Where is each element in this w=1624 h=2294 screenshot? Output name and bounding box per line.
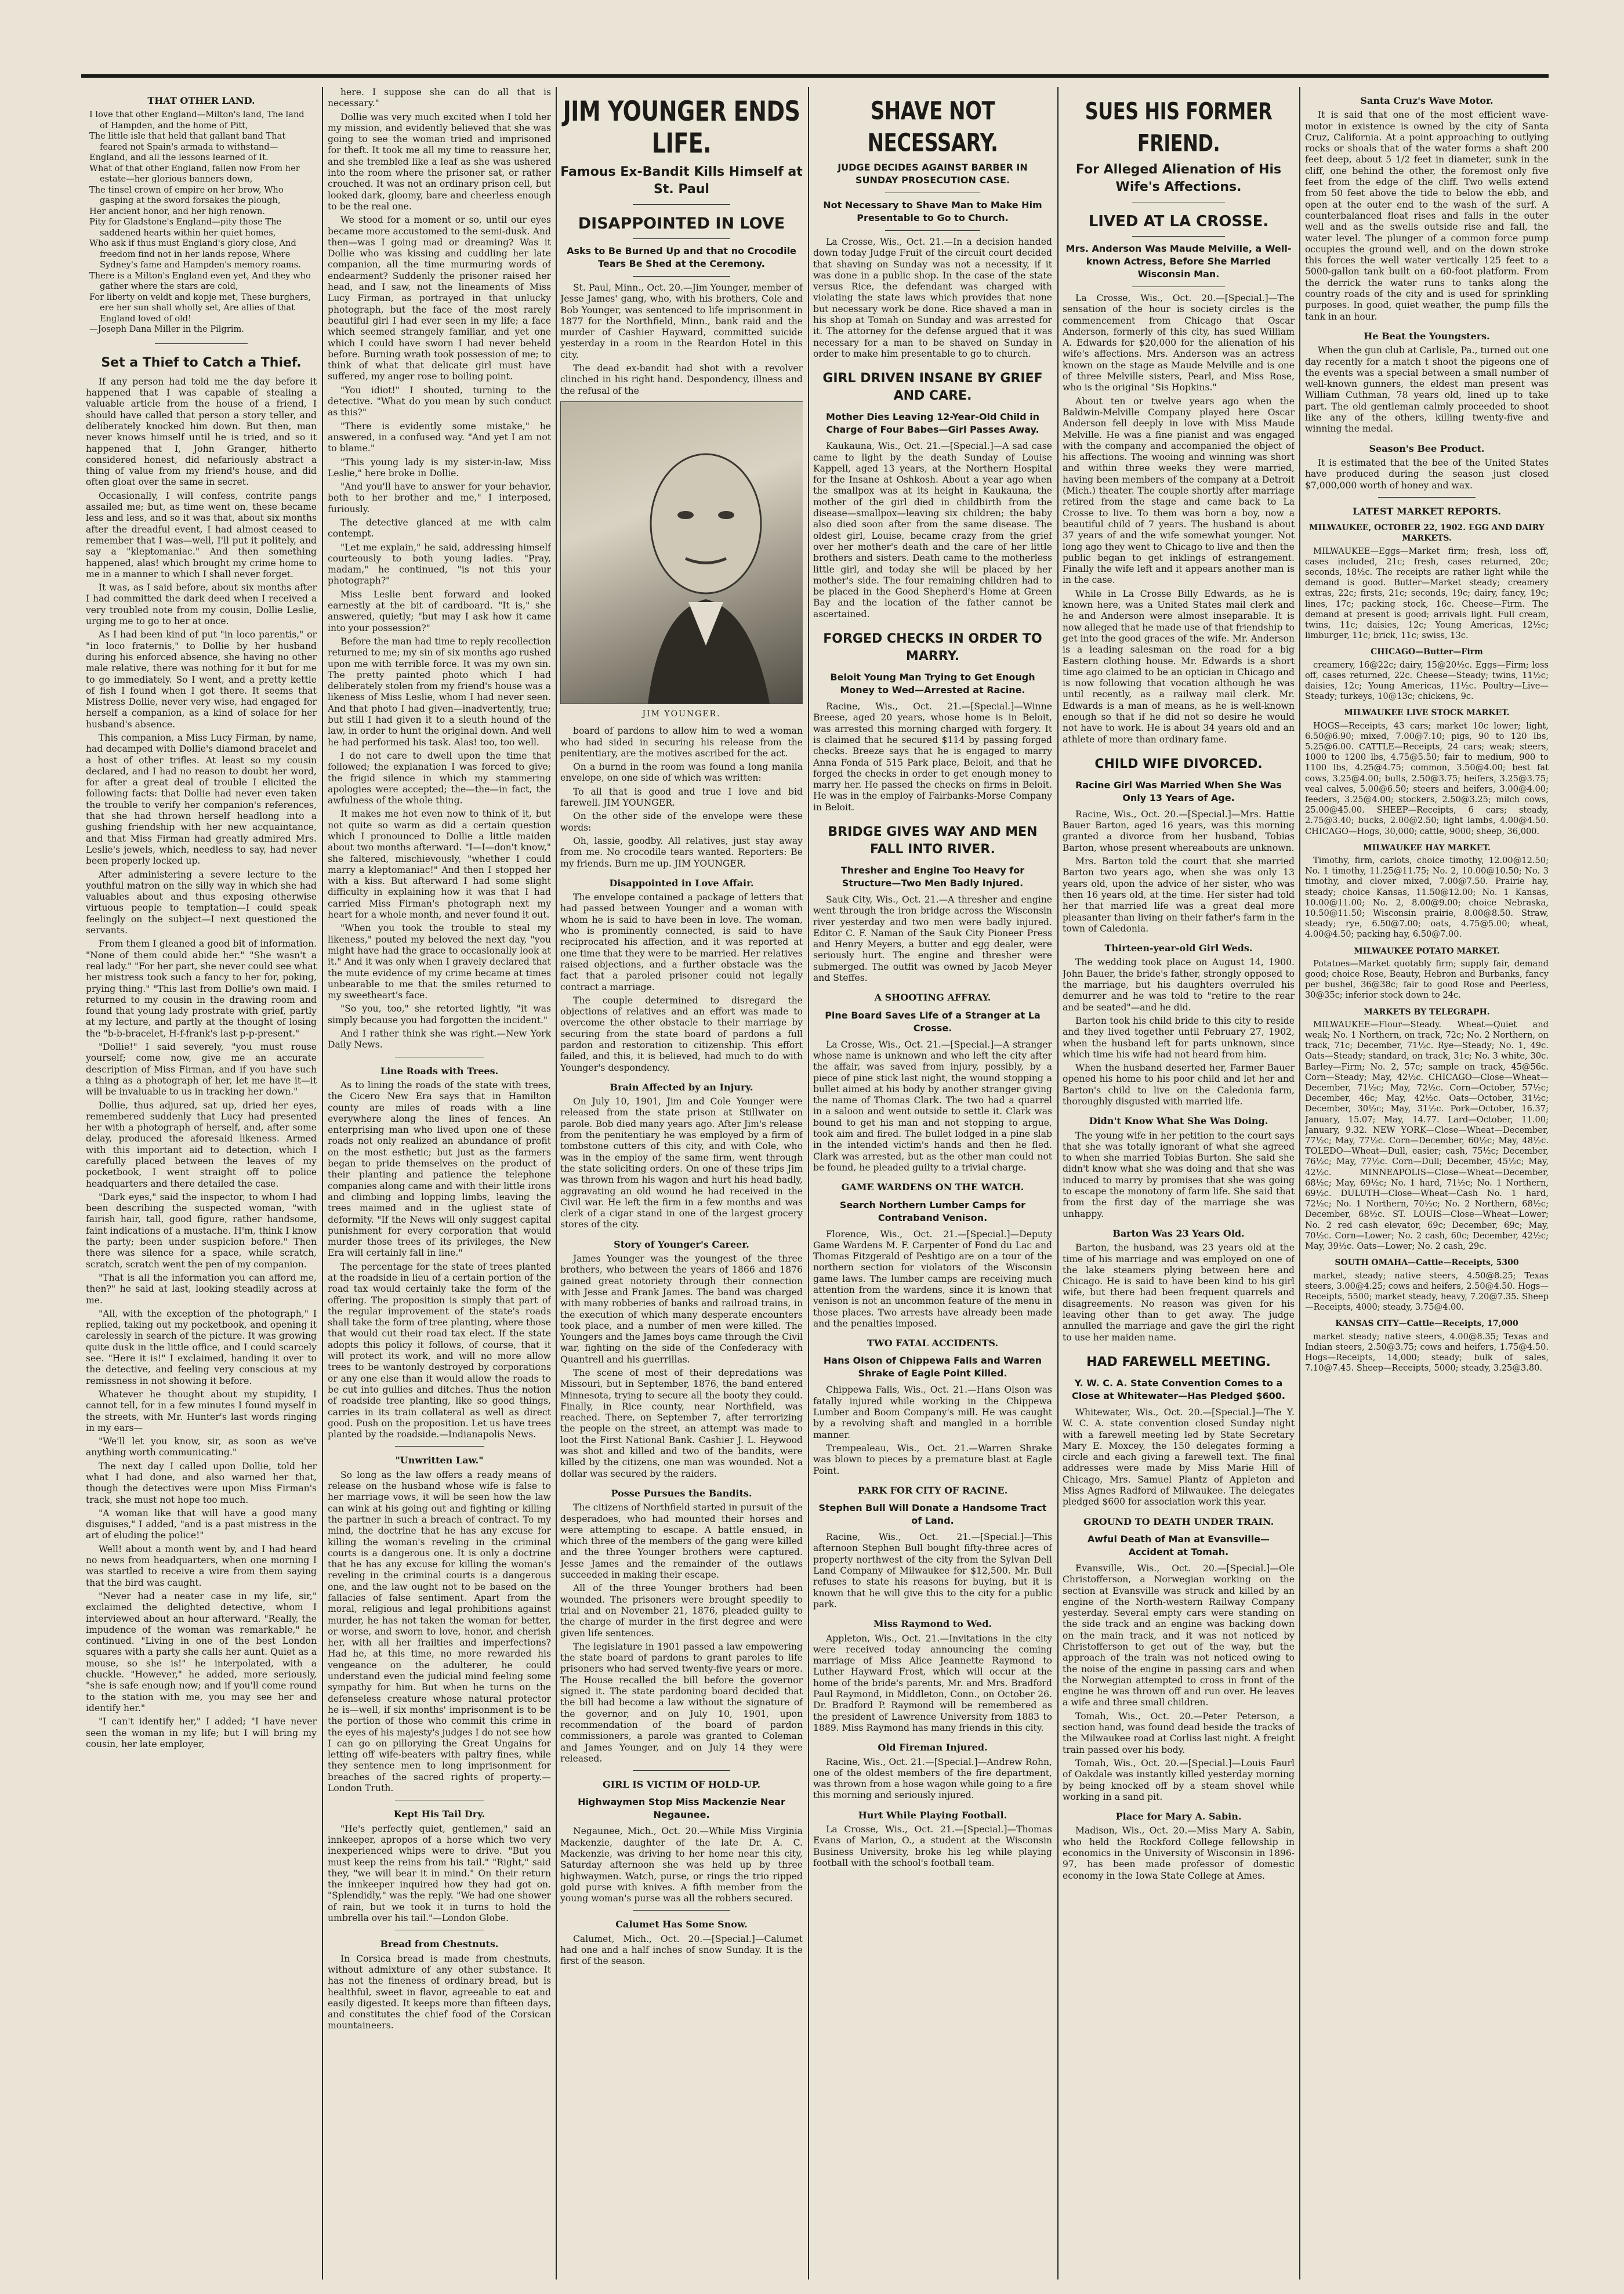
paragraph: Mrs. Barton told the court that she married Barton two years ago, when she was only 13 years old, upon the advice of her sister, who was then 16 years old, at the time. Her sister had told her that married life was a great deal more pleasanter than living on their father's farm in the town of Caledonia.: [1063, 856, 1295, 934]
paragraph: We stood for a moment or so, until our eyes became more accustomed to the semi-dusk. And then—was I going mad or dreaming? Was it Dollie who was kissing and cuddling her late companion, all the time murmuring words of endearment? Suddenly the prisoner raised her head, and I saw, not the lineaments of Miss Lucy Firman, as portrayed in that unlucky photograph, but the face of the most rarely beautiful girl I had ever seen in my life; a face which seemed strangely familiar, and yet one which I could have sworn I had never beheld before. Burning wrath took possession of me; to think of what that delicate girl must have suffered, my anger rose to boiling point.: [328, 215, 551, 382]
separator: [633, 1910, 730, 1911]
sabin-body: [1063, 1825, 1295, 1881]
paragraph: "I can't identify her," I added; "I have never seen the woman in my life; but I will bring my cousin, her late employer,: [86, 1716, 317, 1749]
paragraph: James Younger was the youngest of the three brothers, who between the years of 1866 and 1876 gained great notoriety through their connection with Jesse and Frank James. The band was charged with many robberies of banks and railroad trains, in the execution of which many desperate encounters took place, and a number of men were killed. The Youngers and the James boys came through the Civil war, fighting on the side of the Confederacy with Quantrell and his guerrillas.: [560, 1253, 803, 1365]
paragraph: La Crosse, Wis., Oct. 20.—[Special.]—The sensation of the hour is society circles is the commencement from Chicago that Oscar Anderson, formerly of this city, has sued William A. Edwards for $20,000 for the alienation of his wife's affections. Mrs. Anderson was an actress known on the stage as Maude Melville and is one of three Melville sisters, Pearl, and Miss Rose, who is the original "Sis Hopkins.": [1063, 293, 1295, 393]
paragraph: The scene of most of their depredations was Missouri, but in September, 1876, the band entered Minnesota, trying to secure all the booty they could. Finally, in Rice county, near Northfield, was reached. There, on September 7, after terrorizing the people on the street, an attempt was made to loot the First National Bank. Cashier J. L. Heywood was shot and killed and two of the bandits, were killed by the citizens, one man was wounded. Not a dollar was secured by the raiders.: [560, 1368, 803, 1479]
park-body: [813, 1532, 1052, 1610]
paragraph: The couple determined to disregard the objections of relatives and an effort was made to overcome the other obstacle to their marriage by securing from the state board of pardons a full pardon and restoration to citizenship. This effort failed, and this, it is believed, had much to do with Younger's despondency.: [560, 995, 803, 1073]
paragraph: It makes me hot even now to think of it, but not quite so warm as did a certain question which I pronounced to Dollie a little maiden about two months afterward. "I—I—don't know," she faltered, mischievously, "whether I could marry a kleptomaniac!" And then I stopped her with a kiss. But afterward I had some slight difficulty in explaining how it was that I had carried Miss Firman's photograph next my heart for a whole month, and never found it out.: [328, 809, 551, 921]
bridge-deck: Thresher and Engine Too Heavy for Structure—Two Men Badly Injured.: [840, 864, 1025, 889]
market-section-text: market steady; native steers, 4.00@8.35; Texas and Indian steers, 2.50@3.75; cows and heifers, 1.75@4.50. Hogs—Receipts, 14,000; steady; bulk of sales, 7.10@7.45. Sheep—Receipts, 5000; steady, 3.25@3.80.: [1305, 1331, 1549, 1373]
insane-body: [813, 441, 1052, 620]
paragraph: Barton, the husband, was 23 years old at the time of his marriage and was employed on one of the lake steamers plying between here and Chicago. He is said to have been kind to his girl wife, but there had been frequent quarrels and disagreements. No reason was given for his leaving other than to get away. The judge annulled the marriage and gave the girl the right to use her maiden name.: [1063, 1242, 1295, 1343]
doing-body: [1063, 1130, 1295, 1220]
paragraph: And I rather think she was right.—New York Daily News.: [328, 1028, 551, 1050]
paragraph: "All, with the exception of the photograph," I replied, taking out my pocketbook, and opening it carelessly in search of the picture. It was growing quite dusk in the little office, and I could scarcely see. "Here it is!" I exclaimed, handing it over to the detective, and feeling very conscious at my remissness in not showing it before.: [86, 1308, 317, 1386]
beat-body: [1305, 345, 1549, 434]
paragraph: "This young lady is my sister-in-law, Miss Leslie," here broke in Dollie.: [328, 456, 551, 479]
snow-body: [560, 1934, 803, 1967]
paragraph: Chippewa Falls, Wis., Oct. 21.—Hans Olson was fatally injured while working in the Chippewa Lumber and Boom Company's mill. He was caught by a revolving shaft and mangled in a horrible manner.: [813, 1385, 1052, 1440]
paragraph: Whatever he thought about my stupidity, I cannot tell, for in a few minutes I found myself in the streets, with Mr. Hunter's last words ringing in my ears—: [86, 1389, 317, 1433]
trees-title: Line Roads with Trees.: [380, 1065, 499, 1077]
fireman-body: [813, 1757, 1052, 1802]
paragraph: Racine, Wis., Oct. 21.—[Special.]—Andrew Rohn, one of the oldest members of the fire department, was thrown from a hose wagon while going to a fire this morning and seriously injured.: [813, 1756, 1052, 1801]
deck-1: For Alleged Alienation of His Wife's Affections.: [1075, 162, 1282, 194]
market-section-text: market, steady; native steers, 4.50@8.25; Texas steers, 3.00@4.25; cows and heifers, 2.50@4.50. Hogs—Receipts, 5500; market steady, heavy, 7.20@7.35. Sheep—Receipts, 4000; steady, 3.75@4.00.: [1305, 1270, 1549, 1313]
paragraph: "When you took the trouble to steal my likeness," pouted my beloved the next day, "you might have had the grace to occasionally look at it." And it was only when I gravely declared that the mute evidence of my crime became at times unbearable to me that the smiles returned to my sweetheart's face.: [328, 923, 551, 1001]
separator: [1378, 497, 1476, 498]
chestnut-body: [328, 1954, 551, 2032]
headline: SHAVE NOT NECESSARY.: [867, 96, 998, 158]
article-body: [560, 726, 803, 869]
headline: SUES HIS FORMER FRIEND.: [1085, 97, 1273, 157]
bee-body: [1305, 458, 1549, 491]
fireman-title: Old Fireman Injured.: [878, 1742, 988, 1753]
paragraph: On a burnd in the room was found a long manila envelope, on one side of which was written:: [560, 762, 803, 784]
wed-title: Thirteen-year-old Girl Weds.: [1104, 943, 1253, 954]
wed-body: [1063, 957, 1295, 1107]
paragraph: The wedding took place on August 14, 1900. John Bauer, the bride's father, strongly opposed to the marriage, but his daughters overruled his demurrer and he was told to "retire to the rear and be seated"—and he did.: [1063, 957, 1295, 1013]
doing-title: Didn't Know What She Was Doing.: [1089, 1115, 1268, 1127]
law-body: [328, 1470, 551, 1795]
snow-title: Calumet Has Some Snow.: [615, 1919, 748, 1930]
poem-line: There is a Milton's England even yet, And they who gather where the stars are cold,: [89, 270, 311, 292]
raymond-title: Miss Raymond to Wed.: [873, 1618, 992, 1630]
paragraph: When the husband deserted her, Farmer Bauer opened his home to his poor child and let her and Barton's child to live on the Caledonia farm, thoroughly disgusted with married life.: [1063, 1063, 1295, 1107]
market-section-title: MILWAUKEE HAY MARKET.: [1363, 843, 1491, 853]
paragraph: It was, as I said before, about six months after I had committed the dark deed when I received a very troubled note from my cousin, Dollie Leslie, urging me to go to her at once.: [86, 582, 317, 627]
wardens-deck: Search Northern Lumber Camps for Contraband Venison.: [839, 1199, 1026, 1223]
paragraph: About ten or twelve years ago when the Baldwin-Melville Company played here Oscar Anderson fell deeply in love with Miss Maude Melville. He was a fine pianist and was engaged with the company and accompanied the object of his affections. The wooing and winning was short and within three weeks they were married, having been members of the company at a Detroit (Mich.) theater. The couple shortly after marriage retired from the stage and came back to La Crosse to live. To them was born a boy, now a beautiful child of 7 years. The husband is about 37 years of and the wife somewhat younger. Not long ago they went to Chicago to live and then the public began to get inklings of estrangement. Finally the wife left and it appears another man is in the case.: [1063, 396, 1295, 586]
market-section-title: MARKETS BY TELEGRAPH.: [1364, 1007, 1490, 1017]
paragraph: "A woman like that will have a good many disguises," I added, "and is a past mistress in the art of eluding the police!": [86, 1507, 317, 1541]
paragraph: Negaunee, Mich., Oct. 20.—While Miss Virginia Mackenzie, daughter of the late Dr. A. C. Mackenzie, was driving to her home near this city, Saturday afternoon she was held up by three highwaymen. Watch, purse, or rings the trio ripped gold purse with knives. A fifth member from the young woman's purse was all the robbers secured.: [560, 1826, 803, 1904]
photo-caption: JIM YOUNGER.: [642, 709, 721, 719]
paragraph: The envelope contained a package of letters that had passed between Younger and a woman with whom he is said to have been in love. The woman, who is prominently connected, is said to have reciprocated his affection, and it was reported at one time that they were to be married. Her relatives raised objections, and a further obstacle was the fact that a paroled prisoner could not legally contract a marriage.: [560, 892, 803, 992]
career-title: Story of Younger's Career.: [614, 1238, 749, 1250]
paragraph: "That is all the information you can afford me, then?" he said at last, looking steadily across at me.: [86, 1272, 317, 1306]
paragraph: If any person had told me the day before it happened that I was capable of stealing a valuable article from the house of a friend, I should have called that person a story teller, and deliberately knocked him down. But then, man never knows himself until he is tried, and so it happened that I, John Granger, hitherto considered honest, did nefariously abstract a thing of value from my friend's house, and did often gloat over the same in secret.: [86, 376, 317, 488]
column-rule: [556, 87, 557, 2279]
market-section-title: CHICAGO—Butter—Firm: [1371, 647, 1483, 657]
paragraph: "Never had a neater case in my life, sir," exclaimed the delighted detective, whom I interviewed about an hour afterward. "Really, the impudence of the woman was remarkable," he continued. "Living in one of the best London squares with a party she calls her aunt. Quiet as a mouse, so she is!" he interpolated, with a chuckle. "However," he added, more seriously, "she is safe enough now; and if you'll come round to the station with me, you may see her and identify her.": [86, 1590, 317, 1713]
barton-title: Barton Was 23 Years Old.: [1112, 1227, 1245, 1239]
column-3: [560, 87, 803, 2279]
holdup-deck: Highwaymen Stop Miss Mackenzie Near Negaunee.: [578, 1796, 785, 1821]
portrait-photo: [560, 401, 803, 704]
paragraph: "And you'll have to answer for your behavior, both to her brother and me," I interposed, furiously.: [328, 481, 551, 514]
paragraph: To all that is good and true I love and bid farewell. JIM YOUNGER.: [560, 786, 803, 809]
holdup-title: GIRL IS VICTIM OF HOLD-UP.: [602, 1779, 761, 1791]
posse-title: Posse Pursues the Bandits.: [611, 1487, 752, 1499]
deck-1: Famous Ex-Bandit Kills Himself at St. Paul: [560, 165, 803, 197]
paragraph: La Crosse, Wis., Oct. 21.—In a decision handed down today Judge Fruit of the circuit court decided that shaving on Sunday was not a necessity, if it was done in a public shop. In the case of the state versus Rice, the defendant was charged with violating the state laws which provides that none but necessary work be done. Rice shaved a man in his shop at Tomah on Sunday and was arrested for it. The attorney for the defense argued that it was necessary for a man to be shaved on Sunday in order to make him presentable to go to church.: [813, 237, 1052, 359]
paragraph: The percentage for the state of trees planted at the roadside in lieu of a certain portion of the road tax would certainly take the form of the offering. The proposition is simply that part of the regular improvement of the state's roads shall take the form of tree planting, where those that would cut their road tax elect. If the state adopts this policy it follows, of course, that it will protect its work, and will no more allow trees to be wantonly destroyed by corporations or any one else than it would allow the roads to be cut into gullies and ditches. Thus the notion of roadside tree planting, like so good things, carries in its train collateral as well as direct good. Push on the proposition. Let us have trees planted by the roadside.—Indianapolis News.: [328, 1261, 551, 1440]
accidents-deck: Hans Olson of Chippewa Falls and Warren Shrake of Eagle Point Killed.: [823, 1355, 1042, 1379]
paragraph: Oh, lassie, goodby. All relatives, just stay away from me. No crocodile tears wanted. Reporters: Be my friends. Burn me up. JIM YOUNGER.: [560, 835, 803, 869]
column-2: [328, 87, 551, 2279]
insane-deck: Mother Dies Leaving 12-Year-Old Child in Charge of Four Babes—Girl Passes Away.: [825, 411, 1040, 436]
paragraph: Racine, Wis., Oct. 20.—[Special.]—Mrs. Hattie Bauer Barton, aged 16 years, was this morning granted a divorce from her husband, Tobias Barton, whose present whereabouts are unknown.: [1063, 809, 1295, 853]
separator: [633, 1770, 730, 1771]
paragraph: So long as the law offers a ready means of release on the husband whose wife is false to her marriage vows, it will be seen how the law can wink at his going out and fighting or killing the partner in such a breach of contract. To my mind, the doctrine that he has any excuse for killing the woman's reveling in the criminal courts is a dangerous one. It is only a doctrine that he has any excuse for killing the woman's reveling in the criminal courts is a dangerous one, and the law ought not to be based on the fallacies of false sentiment. Apart from the moral, religious and legal prohibitions against murder, he has not taken the woman for better, or worse, and sworn to love, honor, and cherish her, with all her frailties and imperfections? Had he, at this time, no more rewarded his vengeance on the adulterer, he could understand even the judicial mind feeling some sympathy for him. But when he turns on the defenseless creature whose natural protector he is—well, if six months' imprisonment is to be the portion of those who commit this crime in the eyes of his majesty's judges I do not see how I can go on pillorying the Great Ungains for letting off wife-beaters with paltry fines, while they sentence men to long imprisonment for breaches of the sacred rights of property.—London Truth.: [328, 1469, 551, 1794]
love-body: [560, 892, 803, 1074]
poem-body: [89, 110, 313, 335]
meeting-title: HAD FAREWELL MEETING.: [1086, 1354, 1271, 1369]
paragraph: Well! about a month went by, and I had heard no news from headquarters, when one morning I was startled to receive a wire from them saying that the bird was caught.: [86, 1543, 317, 1588]
poem-line: Her ancient honor, and her high renown.: [89, 206, 265, 216]
paragraph: "Let me explain," he said, addressing himself courteously to both young ladies. "Pray, madam," he continued, "is not this your photograph?": [328, 542, 551, 586]
separator: [155, 343, 247, 344]
paragraph: When the gun club at Carlisle, Pa., turned out one day recently for a match t shoot the pigeons one of the events was a special between a small number of well-known gunners, the eldest man present was William Cuthman, 78 years old, lined up to take part. The old gentleman calmly proceeded to shoot like any of the others, killing twenty-five and winning the medal.: [1305, 345, 1549, 434]
poem-line: The tinsel crown of empire on her brow, Who gasping at the sword forsakes the plough,: [89, 184, 284, 206]
football-title: Hurt While Playing Football.: [858, 1809, 1007, 1821]
divorced-title: CHILD WIFE DIVORCED.: [1094, 756, 1263, 771]
paragraph: "You idiot!" I shouted, turning to the detective. "What do you mean by such conduct as this?": [328, 385, 551, 418]
paragraph: La Crosse, Wis., Oct. 21.—[Special.]—Thomas Evans of Marion, O., a student at the Wisconsin Business University, broke his leg while playing football with the school's football team.: [813, 1824, 1052, 1868]
market-section-title: SOUTH OMAHA—Cattle—Receipts, 5300: [1335, 1258, 1519, 1268]
law-title: "Unwritten Law.": [395, 1455, 484, 1466]
paragraph: Racine, Wis., Oct. 21.—[Special.]—This afternoon Stephen Bull bought fifty-three acres of property northwest of the city from the Sylvan Dell Land Company of Milwaukee for $12,500. Mr. Bull refuses to state his reasons for buying, but it is known that he will give this to the city for a public park.: [813, 1532, 1052, 1610]
paragraph: It is estimated that the bee of the United States have produced during the season just closed $7,000,000 worth of honey and wax.: [1305, 457, 1549, 491]
paragraph: Before the man had time to reply recollection returned to me; my sin of six months ago rushed upon me with terrible force. It was my own sin. The pretty painted photo which I had deliberately stolen from my friend's house was a likeness of Miss Leslie, whom I had never seen. And that photo I had given—inadvertently, true; but still I had given it to a sleuth hound of the law, in order to hunt the original down. And well he had performed his task. Alas! too, too well.: [328, 636, 551, 748]
top-rule: [81, 74, 1549, 78]
market-section-text: creamery, 16@22c; dairy, 15@20½c. Eggs—Firm; loss off, cases returned, 22c. Cheese—Steady; twins, 11½c; daisies, 12c; Young Americas, 11½c. Poultry—Live—Steady; turkeys, 10@13c; chickens, 9c.: [1305, 659, 1549, 702]
paragraph: This companion, a Miss Lucy Firman, by name, had decamped with Dollie's diamond bracelet and a host of other trifles. At least so my cousin declared, and I had no reason to doubt her word, for after a great deal of trouble I elicited the following facts: that Dollie had never even taken the trouble to verify her companion's references, that she had thrown herself headlong into a gushing friendship with her new acquaintance, and that Miss Firman had greatly admired Mrs. Leslie's jewels, which, needless to say, had never been properly locked up.: [86, 733, 317, 867]
column-rule: [1057, 87, 1058, 2279]
beat-title: He Beat the Youngsters.: [1364, 330, 1490, 342]
column-rule: [808, 87, 809, 2279]
paragraph: Florence, Wis., Oct. 21.—[Special.]—Deputy Game Wardens M. F. Carpenter of Fond du Lac and Thomas Fitzgerald of Peshtigo are on a tour of the northern section for violators of the Wisconsin game laws. The lumber camps are receiving much attention from the wardens, since it is known that venison is not an uncommon feature of the menu in those places. Two arrests have already been made and the penalties imposed.: [813, 1228, 1052, 1329]
poem-line: The little isle that held that gallant band That feared not Spain's armada to withstand—: [89, 131, 286, 152]
checks-body: [813, 701, 1052, 813]
meeting-body: [1063, 1407, 1295, 1508]
market-section-title: MILWAUKEE LIVE STOCK MARKET.: [1344, 708, 1510, 718]
paragraph: In Corsica bread is made from chestnuts, without admixture of any other substance. It has not the fineness of ordinary bread, but is healthful, sweet in flavor, agreeable to eat and easily digested. It keeps more than fifteen days, and constitutes the chief food of the Corsican mountaineers.: [328, 1953, 551, 2031]
accidents-title: TWO FATAL ACCIDENTS.: [867, 1338, 999, 1349]
paragraph: After administering a severe lecture to the youthful matron on the silly way in which she had valuables about and thus exposing otherwise virtuous people to temptation—I could speak feelingly on the subject—I next questioned the servants.: [86, 869, 317, 936]
market-section-text: Potatoes—Market quotably firm; supply fair, demand good; choice Rose, Beauty, Hebron and Burbanks, fancy per bushel, 36@38c; fair to good Rose and Peerless, 30@35c; inferior stock down to 24c.: [1305, 958, 1549, 1001]
paragraph: La Crosse, Wis., Oct. 21.—[Special.]—A stranger whose name is unknown and who left the city after the affair, was saved from injury, possibly, by a piece of pine stick last night, the wound stopping a bullet aimed at his body by another stranger giving the name of Thomas Clark. The two had a quarrel in a saloon and went outside to settle it. Clark was bound to get his man and not stopping to argue, took aim and fired. The bullet lodged in a pine slab in the intended victim's hands and then he fled. Clark was arrested, but as the other man could not be found, he pleaded guilty to a trivial charge.: [813, 1039, 1052, 1173]
bridge-body: [813, 894, 1052, 984]
poem-line: —Joseph Dana Miller in the Pilgrim.: [89, 324, 244, 335]
paragraph: Tomah, Wis., Oct. 20.—Peter Peterson, a section hand, was found dead beside the tracks of the Milwaukee road at Corliss last night. A freight train passed over his body.: [1063, 1710, 1295, 1755]
park-deck: Stephen Bull Will Donate a Handsome Tract of Land.: [818, 1502, 1047, 1527]
paragraph: All of the three Younger brothers had been wounded. The prisoners were brought speedily to trial and on November 21, 1876, pleaded guilty to the charge of murder in the first degree and were given life sentences.: [560, 1583, 803, 1639]
holdup-body: [560, 1826, 803, 1904]
paragraph: The detective glanced at me with calm contempt.: [328, 517, 551, 539]
deck-3: Mrs. Anderson Was Maude Melville, a Well-known Actress, Before She Married Wisconsin Man.: [1065, 243, 1292, 280]
divorced-deck: Racine Girl Was Married When She Was Only 13 Years of Age.: [1075, 779, 1282, 803]
checks-deck: Beloit Young Man Trying to Get Enough Money to Wed—Arrested at Racine.: [830, 672, 1035, 696]
accidents-body: [813, 1385, 1052, 1476]
paragraph: "He's perfectly quiet, gentlemen," said an innkeeper, apropos of a horse which two very inexperienced whips were to drive. "But you must keep the reins from his tail." "Right," said they, "we will bear it in mind." On their return the innkeeper inquired how they had got on. "Splendidly," was the reply. "We had one shower of rain, but we took it in turns to hold the umbrella over his tail."—London Globe.: [328, 1823, 551, 1924]
park-title: PARK FOR CITY OF RACINE.: [857, 1484, 1008, 1496]
paragraph: On July 10, 1901, Jim and Cole Younger were released from the state prison at Stillwater on parole. Bob died many years ago. After Jim's release from the penitentiary he was employed by a firm of tombstone cutters of this city, and with Cole, who was in the employ of the same firm, went through the state soliciting orders. On one of these trips Jim was thrown from his wagon and hurt his head badly, aggravating an old wound he had received in the Civil war. He left the firm in a few months and was clerk of a cigar stand in one of the largest grocery stores of the city.: [560, 1096, 803, 1230]
story-title: Set a Thief to Catch a Thief.: [101, 355, 302, 370]
paragraph: The legislature in 1901 passed a law empowering the state board of pardons to grant paroles to life prisoners who had served twenty-five years or more. The House recalled the bill before the governor signed it. The state pardoning board decided that the bill had become a law without the signature of the governor, and on July 10, 1901, upon recommendation of the board of pardon commissioners, a parole was granted to Coleman and James Younger, and on July 14 they were released.: [560, 1641, 803, 1764]
separator: [633, 276, 730, 277]
deck-2: Not Necessary to Shave Man to Make Him Presentable to Go to Church.: [823, 200, 1042, 223]
story-body: [86, 376, 317, 1750]
paragraph: Dollie was very much excited when I told her my mission, and evidently believed that she was going to see the woman tried and imprisoned for theft. It took me all my time to reassure her, and she trembled like a leaf as she was ushered into the room where the prisoner sat, or rather crouched. It was not an ordinary prison cell, but looked dark, gloomy, bare and cheerless enough to be the real one.: [328, 111, 551, 212]
paragraph: It is said that one of the most efficient wave-motor in existence is owned by the city of Santa Cruz, California. At a point approaching to outlying rocks or shoals that of the water forms a shaft 200 feet deep, about 5 1/2 feet in diameter, sunk in the cliff, one behind the other, the foremost only five feet from the edge of the cliff. Two wells extend from 50 feet above the tide to below the ebb, and open at the outer end to the wash of the surf. A counterbalanced float rises and falls in the outer well and as the swells outside rise and fall, the water level. The plunger of a common force pump occupies the ground well, and on the down stroke this forces the well water vertically 125 feet to a 5000-gallon tank built on a 60-foot platform. From the derrick the water runs to tanks along the country roads of the city and is used for sprinkling purposes. In good, quiet weather, the pump fills the tank in an hour.: [1305, 110, 1549, 322]
paragraph: From them I gleaned a good bit of information. "None of them could abide her." "She wasn't a real lady." "For her part, she never could see what her mistress took such a fancy to her for, poking, prying thing." "This last from Dollie's own maid. I returned to my cousin in the drawing room and found that young lady prostrate with grief, partly at my lecture, and partly at the thought of losing the "b-b-bracelet, H-f-frank's last p-p-present.": [86, 938, 317, 1039]
divorced-body: [1063, 809, 1295, 934]
shooting-title: A SHOOTING AFFRAY.: [874, 992, 991, 1003]
barton-body: [1063, 1242, 1295, 1343]
bee-title: Season's Bee Product.: [1369, 443, 1485, 454]
market-section-text: MILWAUKEE—Flour—Steady. Wheat—Quiet and weak; No. 1 Northern, on track, 72c; No. 2 Northern, on track, 71c; December, 71½c. Rye—Steady; No. 1, 49c. Oats—Steady; standard, on track, 31c; No. 3 white, 30c. Barley—Firm; No. 2, 57c; sample on track, 45@56c. Corn—Steady; May, 42½c. CHICAGO—Close—Wheat—December, 71½c; May, 72½c. Corn—October, 57½c; December, 46c; May, 42½c. Oats—October, 31½c; December, 30½c; May, 31½c. Pork—October, 16.37; January, 15.07; May, 14.77. Lard—October, 11.00; January, 9.32. NEW YORK—Close—Wheat—December, 77½c; May, 77½c. Corn—December, 60½c; May, 48½c. TOLEDO—Wheat—Dull, easier; cash, 75½c; December, 76½c; May, 77½c. Corn—Dull; December, 45½c; May, 42½c. MINNEAPOLIS—Close—Wheat—December, 68½c; May, 69½c; No. 1 hard, 71½c; No. 1 Northern, 69½c. DULUTH—Close—Wheat—Cash No. 1 hard, 72½c; No. 1 Northern, 70½c; No. 2 Northern, 68½c; December, 68½c. ST. LOUIS—Close—Wheat—Lower; No. 2 red cash elevator, 69c; December, 69c; May, 70½c. Corn—Lower; No. 2 cash, 60c; December, 42½c; May, 39½c. Oats—Lower; No. 2 cash, 29c.: [1305, 1019, 1549, 1252]
market-section-title: MILWAUKEE POTATO MARKET.: [1354, 946, 1500, 956]
wardens-title: GAME WARDENS ON THE WATCH.: [841, 1182, 1024, 1193]
paragraph: Madison, Wis., Oct. 20.—Miss Mary A. Sabin, who held the Rockford College fellowship in economics in the University of Wisconsin in 1896-97, has been made professor of domestic economy in the Iowa State College at Ames.: [1063, 1825, 1295, 1881]
paragraph: "So you, too," she retorted lightly, "it was simply because you had forgotten the incident.": [328, 1003, 551, 1025]
paragraph: Calumet, Mich., Oct. 20.—[Special.]—Calumet had one and a half inches of snow Sunday. It is the first of the season.: [560, 1933, 803, 1967]
market-section-text: MILWAUKEE—Eggs—Market firm; fresh, loss off, cases included, 21c; fresh, cases returned, 20c; seconds, 18½c. The receipts are rather light while the demand is good. Butter—Market steady; creamery extras, 22c; firsts, 21c; seconds, 19c; dairy, fancy, 19c; lines, 17c; packing stock, 16c. Cheese—Firm. The demand at present is good; arrivals light. Full cream, twins, 11c; daisies, 12c; Young Americas, 12½c; limburger, 11c; brick, 11c; swiss, 13c.: [1305, 546, 1549, 641]
trees-body: [328, 1080, 551, 1441]
meeting-deck: Y. W. C. A. State Convention Comes to a Close at Whitewater—Has Pledged $600.: [1072, 1377, 1285, 1401]
checks-title: FORGED CHECKS IN ORDER TO MARRY.: [823, 632, 1042, 664]
story-continued: [328, 87, 551, 1051]
article-body: [813, 237, 1052, 360]
poem-line: For liberty on veldt and kopje met, These burghers, ere her sun shall wholly set, Are allies of that England loved of old!: [89, 292, 311, 324]
insane-title: GIRL DRIVEN INSANE BY GRIEF AND CARE.: [822, 371, 1043, 404]
brain-body: [560, 1096, 803, 1231]
paragraph: Dollie, thus adjured, sat up, dried her eyes, remembered suddenly that Lucy had presented her with a photograph of herself, and, after some delay, produced the aforesaid likeness. Armed with this important aid to detection, which I carefully placed between the leaves of my pocketbook, I went straight off to police headquarters and there detailed the case.: [86, 1100, 317, 1189]
column-rule: [322, 87, 323, 2279]
paragraph: Barton took his child bride to this city to reside and they lived together until February 27, 1902, when the husband left for parts unknown, since which time his wife had not heard from him.: [1063, 1015, 1295, 1060]
chestnut-title: Bread from Chestnuts.: [380, 1938, 499, 1950]
deck-2: LIVED AT LA CROSSE.: [1088, 213, 1269, 230]
separator: [1132, 236, 1225, 237]
posse-body: [560, 1502, 803, 1764]
market-section-title: KANSAS CITY—Cattle—Receipts, 17,000: [1335, 1319, 1518, 1329]
sabin-title: Place for Mary A. Sabin.: [1115, 1811, 1242, 1822]
paragraph: "Dark eyes," said the inspector, to whom I had been describing the suspected woman, "with fairish hair, tall, good figure, rather handsome, faint indications of a mustache. H'm, think I know the party; been under suspicion before." Then there was silence for a space, while scratch, scratch, scratch went the pen of my companion.: [86, 1191, 317, 1270]
paragraph: Sauk City, Wis., Oct. 21.—A thresher and engine went through the iron bridge across the Wisconsin river yesterday and two men were badly injured. Editor C. F. Naman of the Sauk City Pioneer Press and Henry Meyers, a butter and egg dealer, were seriously hurt. The engine and thresher were submerged. The outfit was owned by Jacob Meyer and Steffes.: [813, 894, 1052, 984]
raymond-body: [813, 1633, 1052, 1734]
motor-body: [1305, 110, 1549, 322]
separator: [633, 204, 730, 205]
poem-title: THAT OTHER LAND.: [147, 95, 255, 106]
paragraph: "We'll let you know, sir, as soon as we've anything worth communicating.": [86, 1436, 317, 1458]
column-rule: [1299, 87, 1300, 2279]
paragraph: On the other side of the envelope were these words:: [560, 811, 803, 833]
market-reports: [1305, 523, 1549, 1373]
market-section-title: MILWAUKEE, OCTOBER 22, 1902. EGG AND DAIRY MARKETS.: [1309, 523, 1545, 543]
column-5: [1063, 87, 1295, 2279]
poem-line: I love that other England—Milton's land, The land of Hampden, and the home of Pitt,: [89, 110, 304, 131]
deck-3: Asks to Be Burned Up and that no Crocodile Tears Be Shed at the Ceremony.: [567, 245, 796, 269]
paragraph: "There is evidently some mistake," he answered, in a confused way. "And yet I am not to blame.": [328, 421, 551, 454]
football-body: [813, 1824, 1052, 1869]
paragraph: Miss Leslie bent forward and looked earnestly at the bit of cardboard. "It is," she answered, quietly; "but may I ask how it came into your possession?": [328, 589, 551, 633]
paragraph: While in La Crosse Billy Edwards, as he is known here, was a United States mail clerk and he and Anderson were almost inseparable. It is now alleged that he made use of that friendship to get into the good graces of the wife. Mr. Anderson is a leading salesman on the road for a big Eastern clothing house. Mr. Edwards is a short time ago claimed to be an optician in Chicago and is now following that vocation although he was until recently, as a railway mail clerk. Mr. Edwards is a man of means, as he is well-known enough so that if he did not so desire he would not have to work. He is about 34 years old and an athlete of more than ordinary fame.: [1063, 588, 1295, 745]
bridge-title: BRIDGE GIVES WAY AND MEN FALL INTO RIVER.: [828, 824, 1038, 857]
paragraph: Occasionally, I will confess, contrite pangs assailed me; but, as time went on, these became less and less, and so it was that, about six months after the dreadful event, I had almost ceased to remember that I was—well, I'll put it politely, and say a "kleptomaniac." And then something happened, alas! which brought my crime home to me in a manner to which I shall never forget.: [86, 490, 317, 579]
paragraph: Trempealeau, Wis., Oct. 21.—Warren Shrake was blown to pieces by a premature blast at Eagle Point.: [813, 1443, 1052, 1476]
paragraph: St. Paul, Minn., Oct. 20.—Jim Younger, member of Jesse James' gang, who, with his brothers, Cole and Bob Younger, was sentenced to life imprisonment in 1877 for the Northfield, Minn., bank raid and the murder of Cashier Hayward, committed suicide yesterday in a room in the Reardon Hotel in this city.: [560, 282, 803, 360]
market-section-text: HOGS—Receipts, 43 cars; market 10c lower; light, 6.50@6.90; mixed, 7.00@7.10; pigs, 90 to 120 lbs, 5.25@6.00. CATTLE—Receipts, 24 cars; weak; steers, 1000 to 1200 lbs, 4.75@5.50; fair to medium, 900 to 1100 lbs, 4.25@4.75; common, 3.50@4.00; best fat cows, 3.25@4.00; bulls, 2.50@3.75; heifers, 3.25@3.75; veal calves, 5.00@6.50; steers and heifers, 3.00@4.00; feeders, 3.25@4.00; stockers, 2.50@3.25; milch cows, 25.00@45.00. SHEEP—Receipts, 6 cars; steady, 2.75@3.40; bucks, 2.00@2.50; light lambs, 4.00@4.50. CHICAGO—Hogs, 30,000; cattle, 9000; sheep, 36,000.: [1305, 720, 1549, 836]
paragraph: Kaukauna, Wis., Oct. 21.—[Special.]—A sad case came to light by the death Sunday of Louise Kappell, aged 13 years, at the Northern Hospital for the Insane at Oshkosh. About a year ago when the smallpox was at its height in Kaukauna, the mother of the girl died in childbirth from the disease—smallpox—leaving six children; the baby also died soon after from the same disease. The oldest girl, Louise, became crazy from the grief over her mother's death and the care of her little brothers and sisters. Death came to the motherless little girl, and today she will be placed by her mother's side. The four remaining children had to be placed in the Good Shepherd's Home at Green Bay and the location of the father cannot be ascertained.: [813, 441, 1052, 619]
paragraph: I do not care to dwell upon the time that followed; the explanation I was forced to give; the frigid silence in which my stammering apologies were accepted; the—the—in fact, the awfulness of the whole thing.: [328, 750, 551, 806]
paragraph: As I had been kind of put "in loco parentis," or "in loco fraternis," to Dollie by her husband during his enforced absence, she having no other male relative, there was nothing for it but for me to go immediately. So I went, and a pretty kettle of fish I found when I got there. It seems that Mistress Dollie, never very wise, had engaged for herself a companion, as a kind of solace for her husband's absence.: [86, 629, 317, 730]
column-6: [1305, 87, 1549, 2279]
poem-line: Who ask if thus must England's glory close, And freedom find not in her lands repose, Where Sydney's fame and Hampden's memory roams.: [89, 238, 301, 270]
paragraph: The dead ex-bandit had shot with a revolver clinched in his right hand. Despondency, illness and the refusal of the: [560, 363, 803, 396]
paragraph: Tomah, Wis., Oct. 20.—[Special.]—Louis Faurl of Oakdale was instantly killed yesterday morning by being knocked off by a steam shovel while working in a sand pit.: [1063, 1757, 1295, 1802]
paragraph: The next day I called upon Dollie, told her what I had done, and also warned her that, though the detectives were upon Miss Firman's track, she must not hope too much.: [86, 1461, 317, 1505]
tail-title: Kept His Tail Dry.: [393, 1809, 485, 1820]
paragraph: As to lining the roads of the state with trees, the Cicero New Era says that in Hamilton county are miles of roads with a line everywhere along the lines of fences. An enterprising man who lived upon one of these roads not only realized an abundance of profit on the most esthetic; but just as the farmers began to pride themselves on the product of their planting and patience the telephone companies along came and with their little irons and climbing and lopping limbs, leaving the trees maimed and in the ugliest state of deformity. "If the News will only suggest capital punishment for every corporation that would murder those trees of its privileges, the New Era will certainly fall in line.": [328, 1079, 551, 1259]
deck-2: DISAPPOINTED IN LOVE: [578, 215, 785, 233]
separator: [885, 230, 981, 231]
paragraph: Evansville, Wis., Oct. 20.—[Special.]—Ole Christofferson, a Norwegian working on the section at Evansville was struck and killed by an engine of the North-western Railway Company yesterday. Several empty cars were standing on the side track and an engine was backing down on the main track, and it was not noticed by Christofferson to get out of the way, but the approach of the train was not noticed owing to the noise of the engine in passing cars and when the Norwegian attempted to cross in front of the engine he was thrown off and run over. He leaves a wife and three small children.: [1063, 1563, 1295, 1708]
paragraph: here. I suppose she can do all that is necessary.": [328, 87, 551, 109]
paragraph: Racine, Wis., Oct. 21.—[Special.]—Winne Breese, aged 20 years, whose home is in Beloit, was arrested this morning charged with forgery. It is claimed that he secured $114 by passing forged checks. Breeze says that he is engaged to marry Anna Fonda of 515 Park place, Beloit, and that he forged the checks in order to get enough money to marry her. He passed the checks on firms in Beloit. He was in the employ of Fairbanks-Morse Company in Beloit.: [813, 701, 1052, 813]
paragraph: Whitewater, Wis., Oct. 20.—[Special.]—The Y. W. C. A. state convention closed Sunday night with a farewell meeting led by State Secretary Mary E. Moxcey, the 150 delegates forming a circle and each giving a farewell text. The final addresses were made by Miss Marie Hill of Chicago, Mrs. Samuel Plantz of Appleton and Miss Agnes Radford of Milwaukee. The delegates pledged $600 for association work this year.: [1063, 1407, 1295, 1507]
separator: [633, 238, 730, 239]
shooting-body: [813, 1039, 1052, 1174]
poem-line: What of that other England, fallen now From her estate—her glorious banners down,: [89, 163, 300, 184]
poem-line: England, and all the lessons learned of It.: [89, 153, 269, 163]
paragraph: "Dollie!" I said severely, "you must rouse yourself; come now, give me an accurate description of Miss Firman, and if you have such a thing as a photograph of her, let me have it—it will be invaluable to us in tracking her down.": [86, 1042, 317, 1097]
separator: [395, 1446, 484, 1447]
column-4: [813, 87, 1052, 2279]
love-title: Disappointed in Love Affair.: [609, 877, 754, 889]
death-title: GROUND TO DEATH UNDER TRAIN.: [1083, 1516, 1274, 1527]
poem-line: Pity for Gladstone's England—pity those The saddened hearts within her quiet homes,: [89, 217, 282, 238]
paragraph: The citizens of Northfield started in pursuit of the desperadoes, who had mounted their horses and were attempting to escape. A battle ensued, in which three of the members of the gang were killed and the three Younger brothers were captured. Jesse James and the remainder of the outlaws succeeded in making their escape.: [560, 1502, 803, 1581]
death-body: [1063, 1563, 1295, 1803]
headline: JIM YOUNGER ENDS LIFE.: [563, 95, 800, 159]
tail-body: [328, 1824, 551, 1925]
column-1: [86, 87, 317, 2279]
shooting-deck: Pine Board Saves Life of a Stranger at La Crosse.: [825, 1009, 1041, 1034]
lead-body: [560, 282, 803, 397]
deck-1: JUDGE DECIDES AGAINST BARBER IN SUNDAY PROSECUTION CASE.: [838, 162, 1028, 186]
death-deck: Awful Death of Man at Evansville—Accident at Tomah.: [1087, 1533, 1270, 1557]
market-title: LATEST MARKET REPORTS.: [1353, 505, 1501, 517]
paragraph: board of pardons to allow him to wed a woman who had sided in securing his release from the penitentiary, are the motives ascribed for the act.: [560, 726, 803, 759]
portrait-illustration: [561, 402, 803, 704]
article-body: [1063, 293, 1295, 745]
motor-title: Santa Cruz's Wave Motor.: [1360, 95, 1494, 106]
wardens-body: [813, 1229, 1052, 1330]
career-body: [560, 1253, 803, 1480]
brain-title: Brain Affected by an Injury.: [610, 1081, 753, 1093]
paragraph: Appleton, Wis., Oct. 21.—Invitations in the city were received today announcing the coming marriage of Miss Alice Jeannette Raymond to Luther Hayward Frost, which will occur at the home of the bride's parents, Mr. and Mrs. Bradford Paul Raymond, in Middleton, Conn., on October 26. Dr. Bradford P. Raymond will be remembered as the president of Lawrence University from 1883 to 1889. Miss Raymond has many friends in this city.: [813, 1633, 1052, 1733]
market-section-text: Timothy, firm, carlots, choice timothy, 12.00@12.50; No. 1 timothy, 11.25@11.75; No. 2, 10.00@10.50; No. 3 timothy, and clover mixed, 7.00@7.50. Prairie hay, steady; choice Kansas, 11.50@12.00; No. 1 Kansas, 10.00@11.00; No. 2, 8.00@9.00; choice Nebraska, 10.50@11.50; Wisconsin prairie, 8.00@8.50. Straw, steady; rye, 6.50@7.00; oats, 4.75@5.00; wheat, 4.00@4.50; packing hay, 6.50@7.00.: [1305, 855, 1549, 940]
paragraph: The young wife in her petition to the court says that she was totally ignorant of what she agreed to when she married Tobias Burton. She said she didn't know what she was doing and that she was induced to marry by promises that she was going to escape the monotony of farm life. She said that from the first day of the marriage she was unhappy.: [1063, 1130, 1295, 1219]
